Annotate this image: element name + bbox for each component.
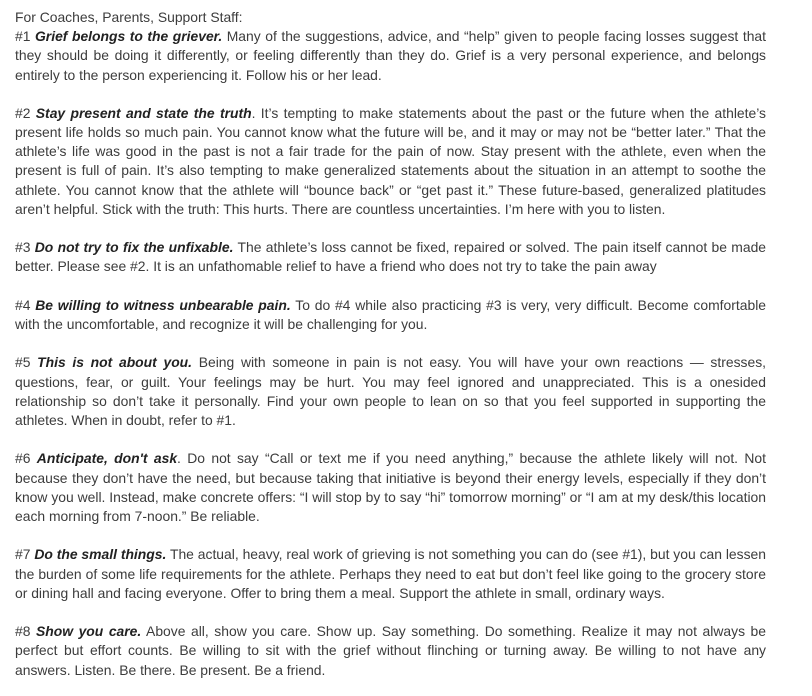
item-number: #2 <box>15 104 36 121</box>
guideline-item-8 <box>15 622 766 680</box>
item-body: To do #4 while also practicing #3 is very, very difficult. Become comfortable with the uncomfortable, and recognize it will be challenging for you. <box>15 296 767 333</box>
guideline-item-3 <box>15 238 766 276</box>
guideline-item-5 <box>15 353 766 430</box>
item-number: #7 <box>15 546 35 563</box>
item-body: The athlete’s loss cannot be fixed, repaired or solved. The pain itself cannot be made better. Please see #2. It is an unfathomable relief to have a friend who does not try to take the pain away <box>15 239 767 275</box>
item-heading: Anticipate, don't ask <box>36 450 178 467</box>
item-heading: This is not about you. <box>37 354 193 371</box>
item-heading: Do the small things. <box>34 546 167 563</box>
intro-line: For Coaches, Parents, Support Staff: <box>15 9 243 25</box>
item-body: Above all, show you care. Show up. Say something. Do something. Realize it may not always be perfect but effort counts. Be willing to sit with the grief without flinching or turning away. Be willing to not have any answers. Listen. Be there. Be present. Be a friend. <box>15 623 767 678</box>
item-body: The actual, heavy, real work of grieving is not something you can do (see #1), but you can lessen the burden of some life requirements for the athlete. Perhaps they need to eat but don’t feel like going to the grocery store or dining hall and facing everyone. Offer to bring them a meal. Support the athlete in small, ordinary ways. <box>15 546 766 601</box>
guideline-item-4 <box>15 296 766 334</box>
item-heading: Be willing to witness unbearable pain. <box>35 296 291 313</box>
item-body: . Do not say “Call or text me if you need anything,” because the athlete likely will not. Not because they don’t have the need, but because taking that initiative is beyond their energy levels, especially if they don’t know you well. Instead, make concrete offers: “I will stop by to say “hi” tomorrow morning” or “I am at my desk/this location each morning from 7-noon.” Be reliable. <box>15 450 766 525</box>
guideline-item-6 <box>15 449 766 526</box>
guideline-item-2 <box>15 104 766 219</box>
item-heading: Show you care. <box>36 623 142 640</box>
item-number: #1 <box>15 28 35 45</box>
item-number: #4 <box>15 296 36 313</box>
item-heading: Stay present and state the truth <box>35 104 252 121</box>
item-heading: Grief belongs to the griever. <box>35 28 223 45</box>
guideline-item-7 <box>15 545 766 603</box>
item-number: #3 <box>15 239 35 256</box>
guideline-item-1 <box>15 27 766 85</box>
item-body: Being with someone in pain is not easy. You will have your own reactions — stresses, questions, fear, or guilt. Your feelings may be hurt. You may feel ignored and unappreciated. This is a onesided relationship so don’t take it personally. Find your own people to lean on so that you feel supported in supporting the athletes. When in doubt, refer to #1. <box>15 354 767 429</box>
item-body: Many of the suggestions, advice, and “help” given to people facing losses suggest that they should be doing it differently, or feeling differently than they do. Grief is a very personal experience, and belongs entirely to the person experiencing it. Follow his or her lead. <box>15 28 767 83</box>
item-number: #5 <box>15 354 38 371</box>
item-heading: Do not try to fix the unfixable. <box>34 239 234 256</box>
item-number: #8 <box>15 623 36 640</box>
item-body: . It’s tempting to make statements about the past or the future when the athlete’s present life holds so much pain. You cannot know what the future will be, and it may or may not be “better later.” That the athlete’s life was good in the past is not a fair trade for the pain of now. Stay present with the athlete, even when the present is full of pain. It’s also tempting to make generalized statements about the situation in an attempt to soothe the athlete. You cannot know that the athlete will “bounce back” or “get past it.” These future-based, generalized platitudes aren’t helpful. Stick with the truth: This hurts. There are countless uncertainties. I’m here with you to listen. <box>15 104 767 217</box>
item-number: #6 <box>15 450 37 467</box>
